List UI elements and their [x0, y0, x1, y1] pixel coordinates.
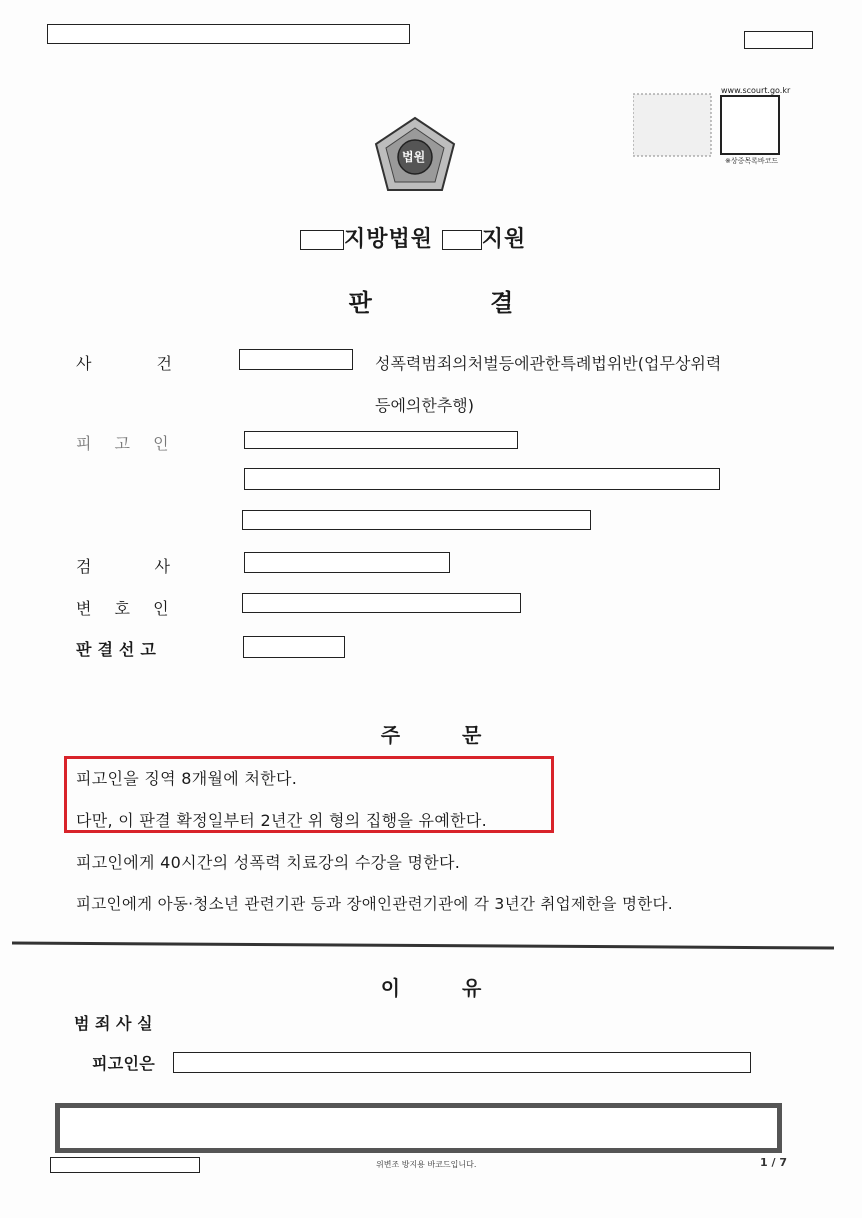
- case-label-text: 사 건: [76, 354, 172, 373]
- case-label: [76, 351, 172, 374]
- redacted-district: [300, 230, 344, 250]
- court-name: [300, 222, 526, 253]
- redacted-facts-line: [173, 1052, 751, 1073]
- redacted-prosecutor: [244, 552, 450, 573]
- section-divider: [12, 941, 834, 949]
- order-line-4: 피고인에게 아동·청소년 관련기관 등과 장애인관련기관에 각 3년간 취업제한을 명한다.: [76, 895, 673, 913]
- redacted-case-number: [239, 349, 353, 370]
- redacted-header-left: [47, 24, 410, 44]
- barcode-url: www.scourt.go.kr: [721, 86, 791, 95]
- redacted-footer-block: [55, 1103, 782, 1153]
- order-line-3: 피고인에게 40시간의 성폭력 치료강의 수강을 명한다.: [76, 853, 461, 872]
- barcode-caption: ※상중목록바코드: [725, 157, 779, 165]
- court-seal: [370, 114, 460, 198]
- barcode-graphic: [633, 86, 783, 166]
- redacted-footer-left: [50, 1157, 200, 1173]
- defendant-label: 피 고 인: [76, 434, 169, 453]
- defendant-start-text: 피고인은: [92, 1054, 156, 1073]
- order-line-2: 다만, 이 판결 확정일부터 2년간 위 형의 집행을 유예한다.: [76, 811, 487, 830]
- document-title: 판 결: [348, 289, 514, 317]
- seal-text: 법원: [402, 150, 426, 164]
- crime-facts-subheading: 범 죄 사 실: [74, 1014, 153, 1033]
- redacted-counsel: [242, 593, 521, 613]
- footer-notice: 위변조 방지용 바코드입니다.: [376, 1160, 477, 1169]
- case-text-line2: 등에의한추행): [375, 396, 474, 415]
- reasons-heading: 이 유: [380, 976, 482, 1000]
- redacted-defendant-2: [244, 468, 720, 490]
- counsel-label: 변 호 인: [76, 599, 169, 618]
- order-heading: 주 문: [380, 723, 482, 747]
- case-text-line1: 성폭력범죄의처벌등에관한특례법위반(업무상위력: [375, 354, 722, 373]
- redacted-defendant-3: [242, 510, 591, 530]
- verdict-date-label: 판결선고: [76, 640, 162, 659]
- page-number: 1 / 7: [760, 1156, 787, 1169]
- district-court-label: 지방법원: [344, 227, 434, 252]
- redacted-defendant-1: [244, 431, 518, 449]
- prosecutor-label: 검 사: [76, 557, 170, 576]
- barcode-area: [633, 86, 791, 166]
- redacted-branch: [442, 230, 482, 250]
- order-line-1: 피고인을 징역 8개월에 처한다.: [76, 769, 298, 788]
- branch-label: 지원: [481, 227, 527, 252]
- redacted-header-right: [744, 31, 813, 49]
- redacted-verdict-date: [243, 636, 345, 658]
